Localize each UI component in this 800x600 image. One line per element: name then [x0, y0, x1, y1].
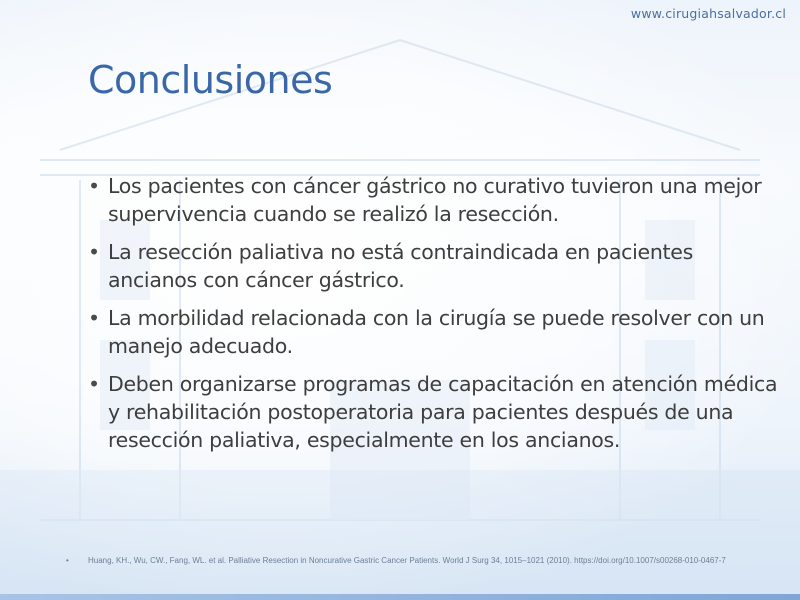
bullet-dot: • — [88, 174, 100, 198]
website-url: www.cirugiahsalvador.cl — [630, 6, 786, 21]
slide-title: Conclusiones — [88, 58, 333, 102]
bullet-text: La resección paliativa no está contraindicada en pacientes ancianos con cáncer gástrico. — [108, 240, 693, 292]
bullet-text: Los pacientes con cáncer gástrico no curativo tuvieron una mejor supervivencia cuando se realizó la resección. — [108, 174, 762, 226]
conclusions-list — [88, 172, 778, 464]
bullet-item — [88, 370, 778, 454]
bullet-item — [88, 304, 778, 360]
bullet-text: Deben organizarse programas de capacitación en atención médica y rehabilitación postoperatoria para pacientes después de una resección paliativa, especialmente en los ancianos. — [108, 372, 778, 452]
reference-text: Huang, KH., Wu, CW., Fang, WL. et al. Palliative Resection in Noncurative Gastric Cancer Patients. World J Surg 34, 1015–1021 (2010). https://doi.org/10.1007/s00268-010-0467-7 — [88, 556, 726, 565]
bullet-item — [88, 172, 778, 228]
bullet-dot: • — [88, 306, 100, 330]
bullet-item — [88, 238, 778, 294]
reference-citation — [66, 555, 766, 566]
bottom-accent-strip — [0, 594, 800, 600]
bullet-dot: • — [88, 240, 100, 264]
bullet-text: La morbilidad relacionada con la cirugía se puede resolver con un manejo adecuado. — [108, 306, 765, 358]
bullet-dot: • — [88, 372, 100, 396]
reference-bullet: • — [66, 556, 69, 565]
